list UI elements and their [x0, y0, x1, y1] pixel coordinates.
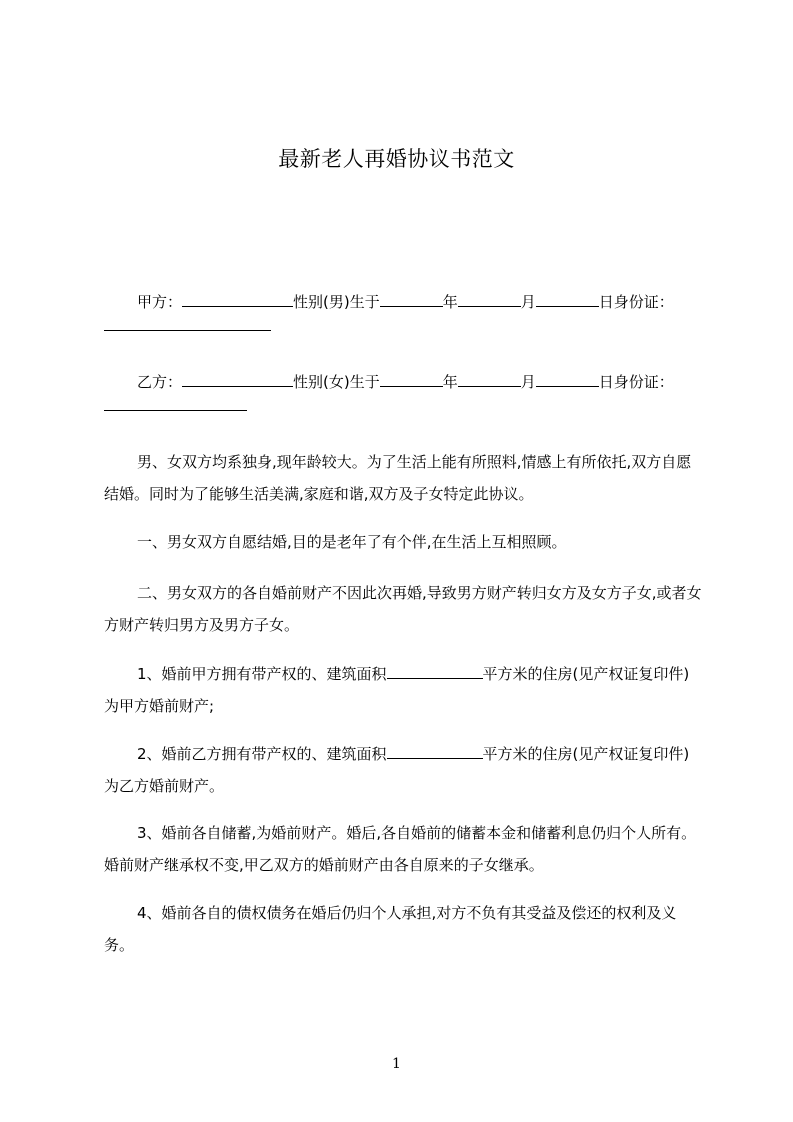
party-b-label: 乙方： — [137, 373, 183, 391]
party-a-month-label: 月 — [520, 293, 536, 311]
party-b-gender-text: 性别(女)生于 — [293, 373, 380, 391]
item-2-before: 2、婚前乙方拥有带产权的、建筑面积 — [137, 745, 387, 763]
party-b-month-label: 月 — [520, 373, 536, 391]
party-b-day-blank — [536, 372, 599, 387]
item-2-after: 平方米的住房(见产权证复印件)为乙方婚前财产。 — [104, 745, 690, 795]
party-a-label: 甲方： — [137, 293, 183, 311]
party-b-name-blank — [182, 372, 293, 387]
party-a-id-label: 日身份证： — [598, 293, 674, 311]
item-1-before: 1、婚前甲方拥有带产权的、建筑面积 — [137, 665, 387, 683]
item-2 — [104, 738, 704, 802]
item-1-after: 平方米的住房(见产权证复印件)为甲方婚前财产; — [104, 665, 690, 715]
party-b-month-blank — [458, 372, 521, 387]
party-a-year-label: 年 — [442, 293, 458, 311]
party-b-year-label: 年 — [442, 373, 458, 391]
item-2-area-blank — [387, 744, 483, 759]
clause-2: 二、男女双方的各自婚前财产不因此次再婚,导致男方财产转归女方及女方子女,或者女方财产转归男方及男方子女。 — [104, 584, 702, 634]
document-title: 最新老人再婚协议书范文 — [278, 147, 515, 171]
page-number: 1 — [392, 1056, 401, 1072]
intro-paragraph: 男、女双方均系独身,现年龄较大。为了生活上能有所照料,情感上有所依托,双方自愿结婚。同时为了能够生活美满,家庭和谐,双方及子女特定此协议。 — [104, 453, 692, 503]
party-b-id-blank — [104, 390, 247, 411]
item-3: 3、婚前各自储蓄,为婚前财产。婚后,各自婚前的储蓄本金和储蓄利息仍归个人所有。婚前财产继承权不变,甲乙双方的婚前财产由各自原来的子女继承。 — [104, 824, 697, 874]
item-4: 4、婚前各自的债权债务在婚后仍归个人承担,对方不负有其受益及偿还的权利及义务。 — [104, 904, 677, 954]
party-a-line — [104, 286, 704, 331]
clause-1: 一、男女双方自愿结婚,目的是老年了有个伴,在生活上互相照顾。 — [137, 533, 567, 551]
party-a-day-blank — [536, 292, 599, 307]
item-1-area-blank — [387, 664, 483, 679]
party-a-name-blank — [182, 292, 293, 307]
party-a-id-blank — [104, 310, 271, 331]
party-a-month-blank — [458, 292, 521, 307]
party-b-id-label: 日身份证： — [598, 373, 674, 391]
party-a-year-blank — [380, 292, 443, 307]
item-1 — [104, 658, 704, 722]
party-b-year-blank — [380, 372, 443, 387]
party-a-gender-text: 性别(男)生于 — [293, 293, 380, 311]
party-b-line — [104, 366, 704, 411]
